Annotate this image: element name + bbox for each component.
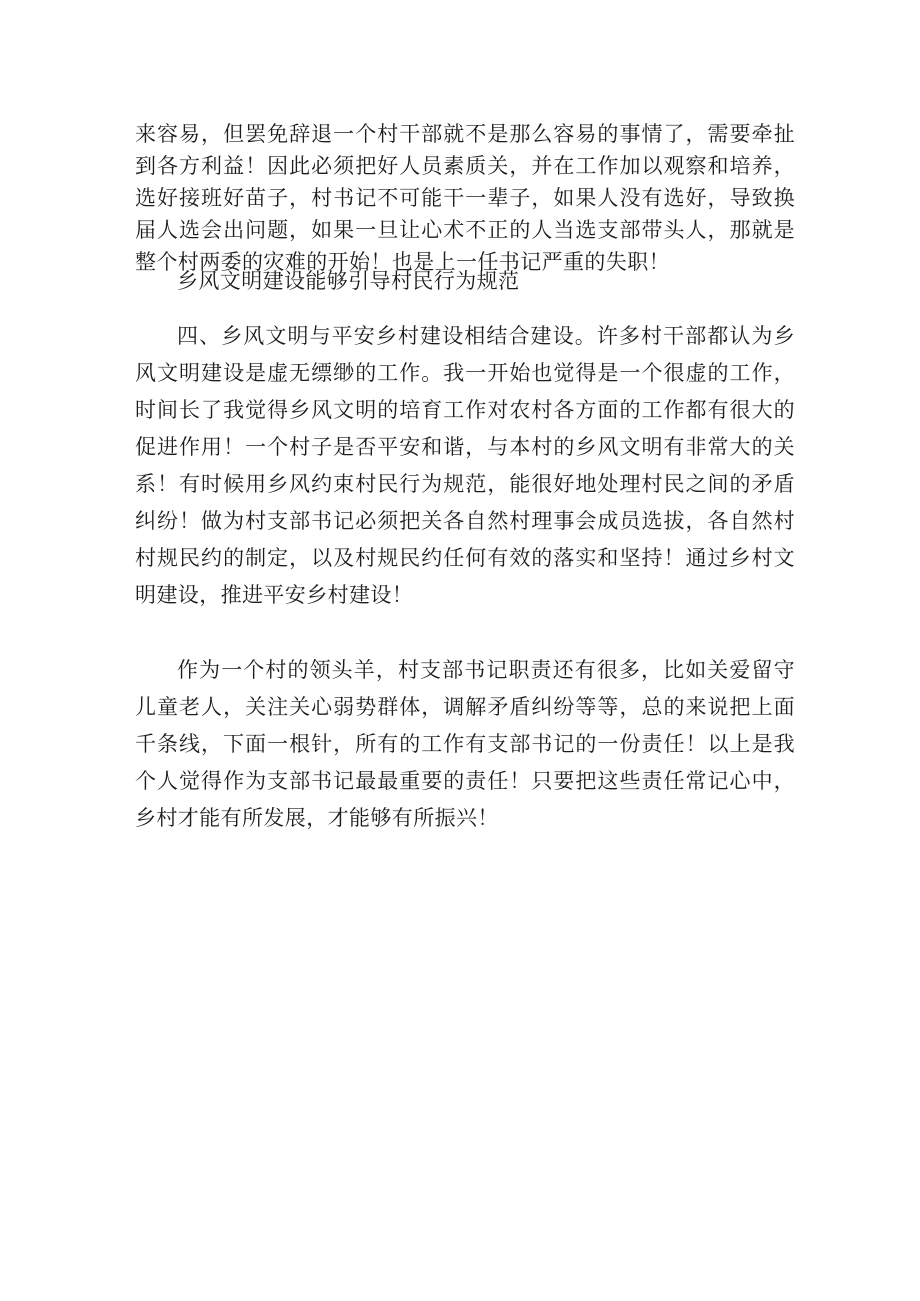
paragraph-continuation: 来容易，但罢免辞退一个村干部就不是那么容易的事情了，需要牵扯到各方利益！因此必须把好人员素质关，并在工作加以观察和培养，选好接班好苗子，村书记不可能干一辈子，如果人没有选好，导致换届人选会出问题，如果一旦让心术不正的人当选支部带头人，那就是整个村两委的灾难的开始！也是上一任书记严重的失职！ xyxy=(135,122,795,274)
paragraph-conclusion: 作为一个村的领头羊，村支部书记职责还有很多，比如关爱留守儿童老人，关注关心弱势群体，调解矛盾纠纷等等，总的来说把上面千条线，下面一根针，所有的工作有支部书记的一份责任！以上是我个人觉得作为支部书记最最重要的责任！只要把这些责任常记心中，乡村才能有所发展，才能够有所振兴！ xyxy=(135,658,795,830)
paragraph-section-four: 四、乡风文明与平安乡村建设相结合建设。许多村干部都认为乡风文明建设是虚无缥缈的工作。我一开始也觉得是一个很虚的工作，时间长了我觉得乡风文明的培育工作对农村各方面的工作都有很大的促进作用！一个村子是否平安和谐，与本村的乡风文明有非常大的关系！有时候用乡风约束村民行为规范，能很好地处理村民之间的矛盾纠纷！做为村支部书记必须把关各自然村理事会成员选拔，各自然村村规民约的制定，以及村规民约任何有效的落实和坚持！通过乡村文明建设，推进平安乡村建设！ xyxy=(135,324,795,607)
paragraph-subheading: 乡风文明建设能够引导村民行为规范 xyxy=(177,269,520,293)
